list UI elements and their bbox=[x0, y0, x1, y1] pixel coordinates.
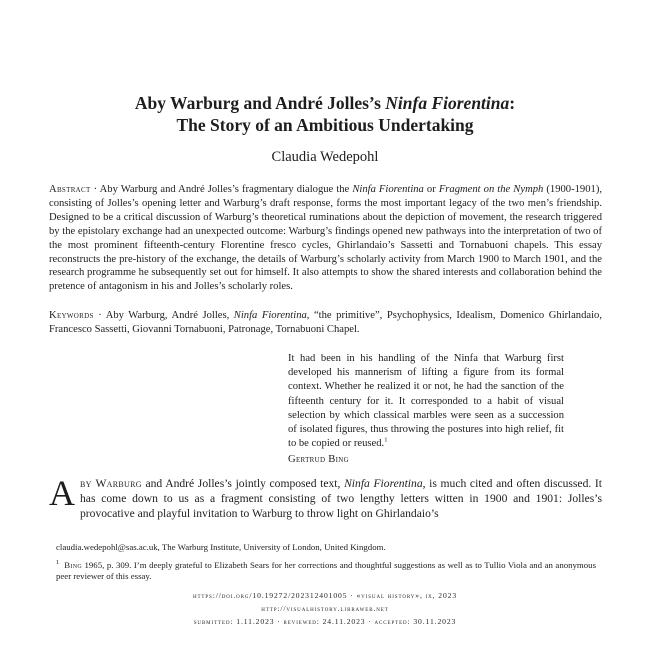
title-line-2: The Story of an Ambitious Undertaking bbox=[176, 115, 474, 135]
epigraph-text: It had been in his handling of the Ninfa that Warburg first developed his mannerism of lifting a figure from its formal context. Whether he realized it or not, he had the sanction of the fifteenth century for it. It corresponded to a habit of visual selection by which classical marbles were seen as a succession of isolated figures, thus throwing the postures into high relief, fit to be copied or reused. bbox=[288, 353, 564, 450]
journal-url[interactable]: http://visualhistory.libraweb.net bbox=[261, 604, 389, 613]
abstract-label: Abstract bbox=[49, 184, 91, 195]
title-line-1: Aby Warburg and André Jolles’s Ninfa Fiorentina: bbox=[134, 93, 516, 113]
footnote-1: $^1$ Bing 1965, p. 309. I’m deeply grateful to Elizabeth Sears for her corrections and thoughtful suggestions as well as to Tullio Viola and an anonymous peer reviewer of this essay. bbox=[56, 558, 596, 581]
keywords-label: Keywords bbox=[49, 310, 94, 321]
body-paragraph: Aby Warburg and André Jolles’s jointly composed text, Ninfa Fiorentina, is much cited and often discussed. It has come down to us as a fragment consisting of two lengthy letters witten in 1900 and 1901: Jolles’s provocative and playful invitation to Warburg to throw light on Ghirlandaio’s bbox=[49, 473, 602, 520]
footnote-ref-1[interactable]: 1 bbox=[384, 436, 388, 444]
title-italic: Ninfa Fiorentina bbox=[385, 93, 510, 113]
footnotes bbox=[56, 542, 596, 585]
drop-cap: A bbox=[49, 473, 75, 513]
abstract: Abstract · Aby Warburg and André Jolles’s fragmentary dialogue the Ninfa Fiorentina or Fragment on the Nymph (1900-1901), consisting of Jolles’s opening letter and Warburg’s draft response, forms the most important legacy of the two men’s friendship. Designed to be a critical discussion of Warburg’s theoretical ruminations about the depiction of movement, the research triggered by the epistolary exchange had an unexpected outcome: Warburg’s findings opened new pathways into the interpretation of two of the most prominent fifteenth-century Florentine fresco cycles, Ghirlandaio’s Sassetti and Tornabuoni chapels. This essay reconstructs the pre-history of the exchange, the details of Warburg’s scholarly activity from March 1900 to March 1901, and the research programme he subsequently set out for himself. It also attempts to show the shared interests and collaboration behind the pretence of antagonism in his and Jolles’s scholarly roles. bbox=[49, 184, 602, 293]
article-title bbox=[0, 92, 650, 136]
author-name: Claudia Wedepohl bbox=[271, 149, 379, 165]
submission-dates: submitted: 1.11.2023 · reviewed: 24.11.2023 · accepted: 30.11.2023 bbox=[193, 617, 457, 626]
doi-line[interactable]: https://doi.org/10.19272/202312401005 · «visual history», ix, 2023 bbox=[192, 591, 458, 600]
keywords: Keywords · Aby Warburg, André Jolles, Ninfa Fiorentina, “the primitive”, Psychophysics, Idealism, Domenico Ghirlandaio, Francesco Sassetti, Giovanni Tornabuoni, Patronage, Tornabuoni Chapel. bbox=[49, 310, 602, 335]
epigraph bbox=[288, 352, 564, 468]
author-contact: claudia.wedepohl@sas.ac.uk, The Warburg Institute, University of London, United Kingdom. bbox=[56, 542, 386, 552]
epigraph-author: Gertrud Bing bbox=[288, 454, 349, 466]
